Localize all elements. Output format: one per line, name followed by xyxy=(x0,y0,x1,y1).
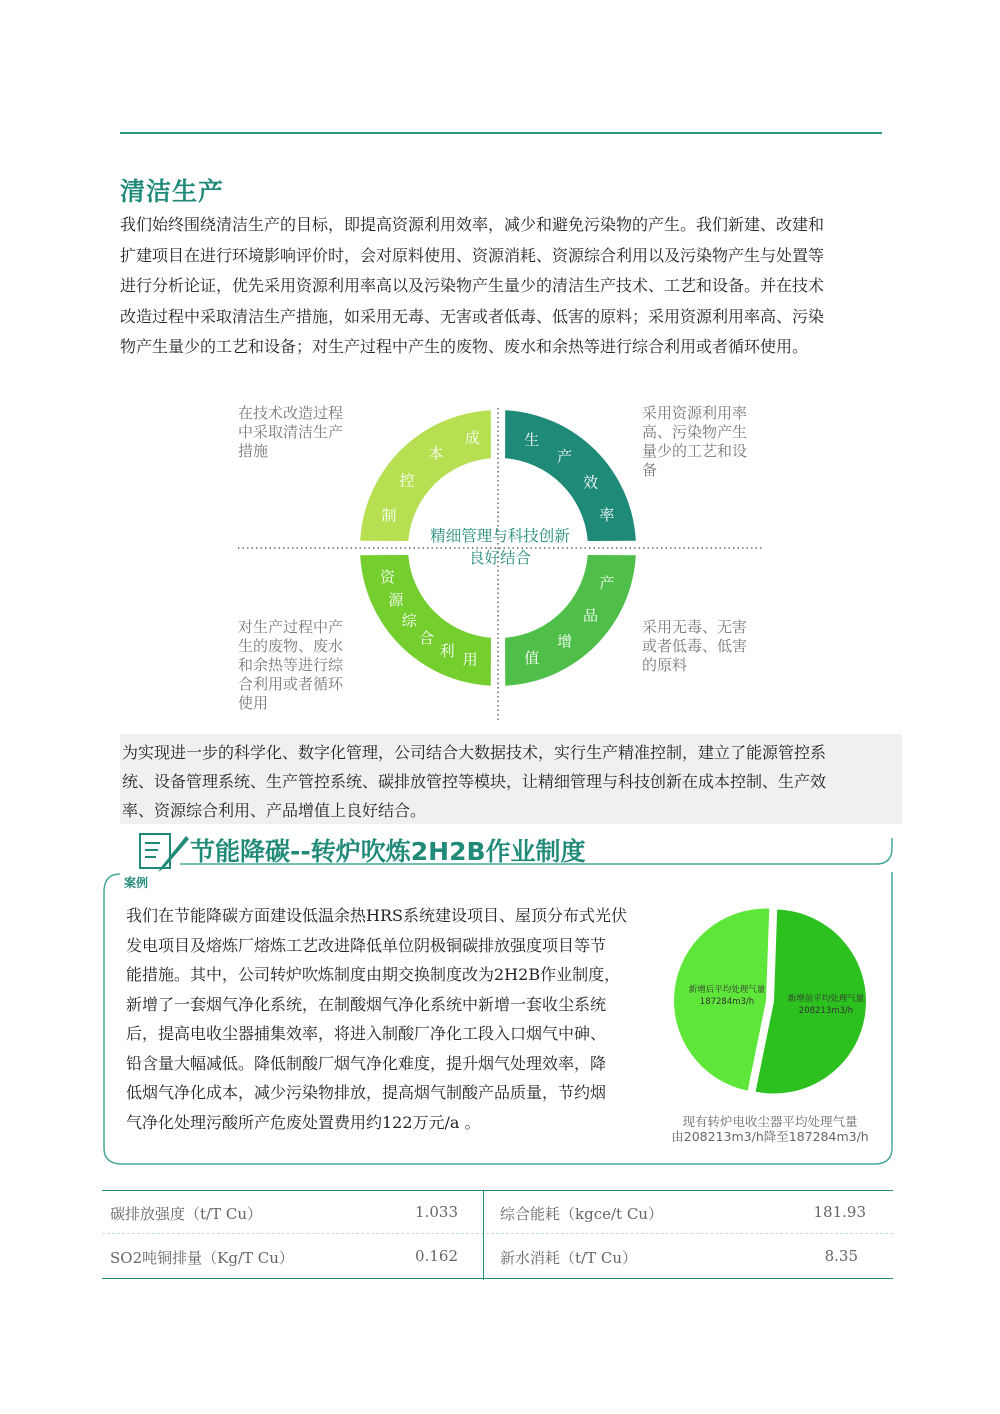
stats-table xyxy=(102,1190,893,1280)
case-line: 能措施。其中，公司转炉吹炼制度由期交换制度改为2H2B作业制度， xyxy=(126,965,621,984)
case-line: 新增了一套烟气净化系统，在制酸烟气净化系统中新增一套收尘系统 xyxy=(126,994,607,1014)
intro-line: 进行分析论证，优先采用资源利用率高以及污染物产生量少的清洁生产技术、工艺和设备。并在技术 xyxy=(120,276,825,295)
ring-segment-char: 综 xyxy=(401,611,417,630)
ring-segment-char: 产 xyxy=(599,573,615,592)
ring-segment-char: 生 xyxy=(524,431,540,450)
stat-label-water-consumption: 新水消耗（t/T Cu） xyxy=(500,1249,637,1267)
ring-segment-char: 利 xyxy=(439,642,455,661)
intro-line: 改造过程中采取清洁生产措施，如采用无毒、无害或者低毒、低害的原料；采用资源利用率高、污染 xyxy=(120,306,825,326)
ring-segment-char: 制 xyxy=(381,506,397,525)
case-line: 我们在节能降碳方面建设低温余热HRS系统建设项目、屋顶分布式光伏 xyxy=(126,906,627,925)
case-line: 低烟气净化成本，减少污染物排放，提高烟气制酸产品质量，节约烟 xyxy=(126,1083,607,1102)
summary-line: 统、设备管理系统、生产管控系统、碳排放管控等模块，让精细管理与科技创新在成本控制、生产效 xyxy=(122,772,827,791)
summary-line: 为实现进一步的科学化、数字化管理，公司结合大数据技术，实行生产精准控制，建立了能源管控系 xyxy=(122,743,827,762)
ring-segment-char: 增 xyxy=(557,632,573,651)
ring-segment-char: 本 xyxy=(428,444,444,463)
stat-label-carbon-intensity: 碳排放强度（t/T Cu） xyxy=(110,1205,262,1223)
intro-line: 物产生量少的工艺和设备；对生产过程中产生的废物、废水和余热等进行综合利用或者循环使用。 xyxy=(120,337,809,356)
ring-note-bottom-right: 采用无毒、无害 或者低毒、低害 的原料 xyxy=(642,618,748,674)
stat-value-energy-consumption: 181.93 xyxy=(813,1203,866,1221)
ring-segment-char: 率 xyxy=(599,506,615,525)
ring-center-line: 良好结合 xyxy=(468,549,532,567)
ring-note-top-left: 在技术改造过程 中采取清洁生产 措施 xyxy=(238,404,344,460)
pie-slice-value: 187284m3/h xyxy=(699,997,755,1007)
ring-segment-char: 成 xyxy=(464,428,480,447)
case-tag: 案例 xyxy=(124,876,149,890)
ring-segment-char: 源 xyxy=(388,590,404,609)
pie-slice-value: 208213m3/h xyxy=(798,1006,854,1016)
ring-segment-char: 值 xyxy=(524,648,540,667)
ring-segment-char: 控 xyxy=(399,471,415,490)
ring-segment-char: 产 xyxy=(557,447,573,466)
stats-column-divider xyxy=(483,1190,484,1280)
ring-note-top-right: 采用资源利用率 高、污染物产生 量少的工艺和设 备 xyxy=(642,404,748,479)
case-line: 后，提高电收尘器捕集效率，将进入制酸厂净化工段入口烟气中砷、 xyxy=(126,1024,607,1043)
case-line: 铅含量大幅减低。降低制酸厂烟气净化难度，提升烟气处理效率，降 xyxy=(126,1053,607,1073)
intro-line: 扩建项目在进行环境影响评价时，会对原料使用、资源消耗、资源综合利用以及污染物产生与处置等 xyxy=(120,245,825,265)
stats-divider xyxy=(102,1233,893,1234)
ring-segment-char: 资 xyxy=(379,567,395,586)
ring-segment-char: 效 xyxy=(583,473,599,492)
case-line: 发电项目及熔炼厂熔炼工艺改进降低单位阴极铜碳排放强度项目等节 xyxy=(126,935,607,955)
ring-center-line: 精细管理与科技创新 xyxy=(430,527,570,545)
stats-top-rule xyxy=(102,1190,893,1191)
ring-segment-char: 品 xyxy=(583,606,599,625)
ring-segment-char: 合 xyxy=(419,628,435,647)
stat-value-water-consumption: 8.35 xyxy=(824,1247,858,1265)
pie-slice-label: 新增后平均处理气量 xyxy=(688,985,766,995)
pie-caption: 现有转炉电收尘器平均处理气量 由208213m3/h降至187284m3/h xyxy=(671,1114,869,1144)
stat-value-so2-emission: 0.162 xyxy=(415,1247,458,1265)
case-line: 气净化处理污酸所产危废处置费用约122万元/a 。 xyxy=(126,1112,481,1132)
intro-line: 我们始终围绕清洁生产的目标，即提高资源利用效率，减少和避免污染物的产生。我们新建、改建和 xyxy=(120,215,825,234)
ring-note-bottom-left: 对生产过程中产 生的废物、废水 和余热等进行综 合利用或者循环 使用 xyxy=(238,618,344,712)
case-title: 节能降碳--转炉吹炼2H2B作业制度 xyxy=(190,837,586,866)
stat-label-energy-consumption: 综合能耗（kgce/t Cu） xyxy=(500,1205,663,1223)
stat-value-carbon-intensity: 1.033 xyxy=(415,1203,458,1221)
summary-line: 率、资源综合利用、产品增值上良好结合。 xyxy=(122,801,427,820)
ring-segment-char: 用 xyxy=(462,650,478,669)
section-title: 清洁生产 xyxy=(120,177,225,206)
pie-slice-label: 新增前平均处理气量 xyxy=(787,994,865,1004)
stats-bottom-rule xyxy=(102,1278,893,1279)
stat-label-so2-emission: SO2吨铜排量（Kg/T Cu） xyxy=(110,1249,294,1267)
